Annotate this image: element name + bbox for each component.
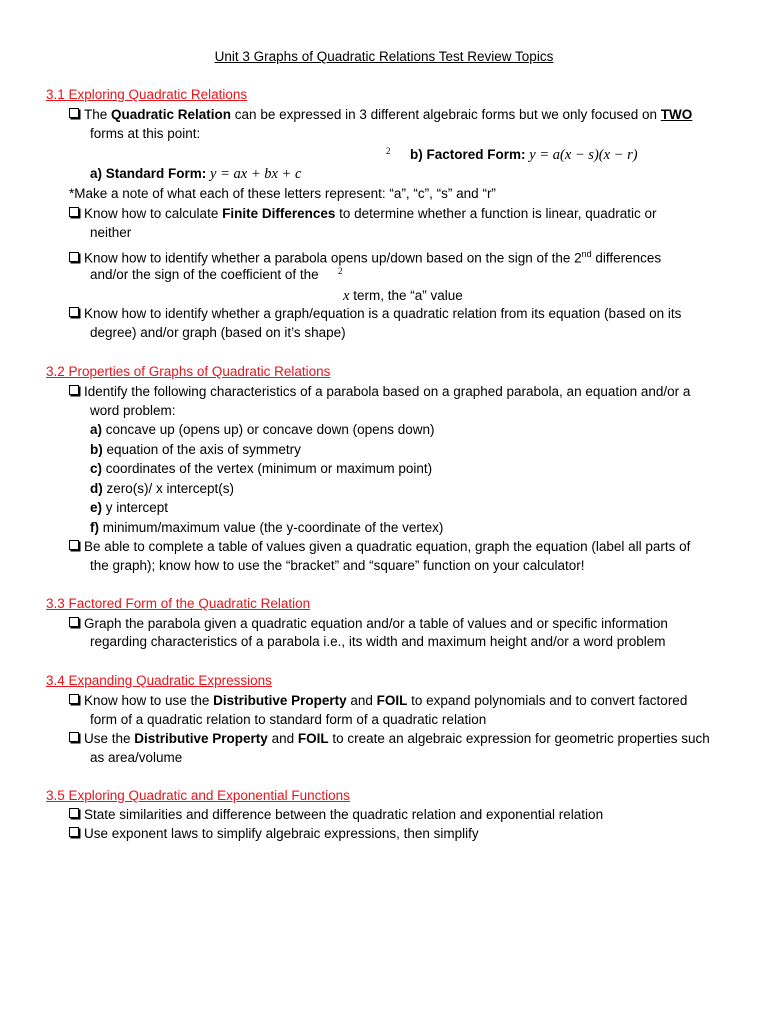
bullet-continuation: as area/volume — [90, 750, 183, 765]
bullet-continuation: and/or the sign of the coefficient of the — [90, 267, 319, 282]
bullet-graph-parabola: Graph the parabola given a quadratic equation and/or a table of values and or specific information — [69, 615, 668, 632]
section-heading-3-3: 3.3 Factored Form of the Quadratic Relation — [46, 596, 311, 611]
page-title: Unit 3 Graphs of Quadratic Relations Test Review Topics — [214, 49, 554, 64]
bullet-continuation: word problem: — [90, 403, 176, 418]
list-item: d) zero(s)/ x intercept(s) — [90, 481, 235, 496]
list-item: f) minimum/maximum value (the y-coordinate of the vertex) — [90, 520, 444, 535]
checkbox-icon — [69, 307, 79, 317]
checkbox-icon — [69, 694, 79, 704]
bullet-distributive-foil: Know how to use the Distributive Property and FOIL to expand polynomials and to convert factored — [69, 692, 687, 709]
checkbox-icon — [69, 808, 79, 818]
bullet-continuation: the graph); know how to use the “bracket” and “square” function on your calculator! — [90, 558, 585, 573]
bullet-continuation: form of a quadratic relation to standard form of a quadratic relation — [90, 712, 487, 727]
bullet-exponent-laws: Use exponent laws to simplify algebraic expressions, then simplify — [69, 825, 479, 842]
bullet-similarities: State similarities and difference between the quadratic relation and exponential relation — [69, 806, 603, 823]
checkbox-icon — [69, 108, 79, 118]
checkbox-icon — [69, 252, 79, 262]
bullet-continuation: degree) and/or graph (based on it’s shape) — [90, 325, 346, 340]
checkbox-icon — [69, 732, 79, 742]
bullet-continuation: neither — [90, 225, 132, 240]
bullet-quadratic-relation: The Quadratic Relation can be expressed in 3 different algebraic forms but we only focused on TWO — [69, 106, 692, 123]
checkbox-icon — [69, 827, 79, 837]
bullet-continuation: forms at this point: — [90, 126, 201, 141]
section-heading-3-2: 3.2 Properties of Graphs of Quadratic Relations — [46, 364, 331, 379]
list-item: b) equation of the axis of symmetry — [90, 442, 301, 457]
list-item: c) coordinates of the vertex (minimum or maximum point) — [90, 461, 433, 476]
list-item: a) concave up (opens up) or concave down (opens down) — [90, 422, 435, 437]
bullet-identify-quadratic: Know how to identify whether a graph/equation is a quadratic relation from its equation (based on its — [69, 305, 681, 322]
section-heading-3-1: 3.1 Exploring Quadratic Relations — [46, 87, 248, 102]
bullet-table-of-values: Be able to complete a table of values given a quadratic equation, graph the equation (label all parts of — [69, 538, 690, 555]
standard-form: a) Standard Form: y = ax + bx + c — [90, 166, 302, 182]
note-letters: *Make a note of what each of these letters represent: “a”, “c”, “s” and “r” — [69, 186, 496, 201]
superscript-two: 2 — [338, 266, 343, 276]
list-item: e) y intercept — [90, 500, 169, 515]
checkbox-icon — [69, 540, 79, 550]
bullet-parabola-direction: Know how to identify whether a parabola opens up/down based on the sign of the 2nd differences — [69, 246, 661, 267]
bullet-finite-differences: Know how to calculate Finite Differences to determine whether a function is linear, quadratic or — [69, 205, 657, 222]
bullet-continuation: regarding characteristics of a parabola i.e., its width and maximum height and/or a word problem — [90, 634, 666, 649]
section-heading-3-4: 3.4 Expanding Quadratic Expressions — [46, 673, 272, 688]
bullet-geometric-properties: Use the Distributive Property and FOIL to create an algebraic expression for geometric properties such — [69, 730, 710, 747]
bullet-characteristics: Identify the following characteristics of a parabola based on a graphed parabola, an equation and/or a — [69, 383, 690, 400]
checkbox-icon — [69, 617, 79, 627]
factored-form: b) Factored Form: y = a(x − s)(x − r) — [410, 147, 638, 163]
checkbox-icon — [69, 385, 79, 395]
x-term-line: x term, the “a” value — [343, 288, 463, 304]
section-heading-3-5: 3.5 Exploring Quadratic and Exponential Functions — [46, 788, 350, 803]
checkbox-icon — [69, 207, 79, 217]
superscript-two: 2 — [386, 146, 391, 156]
